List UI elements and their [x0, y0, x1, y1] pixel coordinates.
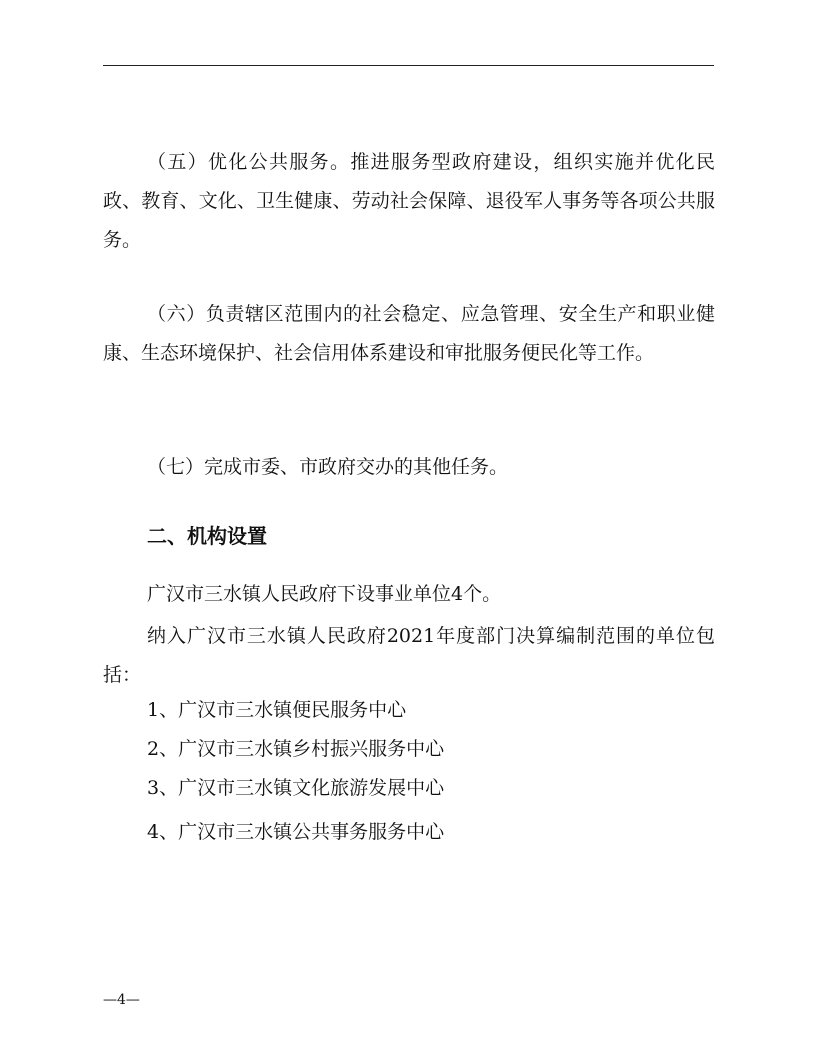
paragraph-other-tasks: （七）完成市委、市政府交办的其他任务。	[147, 456, 509, 478]
list-item: 4、广汉市三水镇公共事务服务中心	[147, 821, 445, 843]
paragraph-social-stability: （六）负责辖区范围内的社会稳定、应急管理、安全生产和职业健康、生态环境保护、社会信用体系建设和审批服务便民化等工作。	[103, 303, 715, 364]
scope-text: 纳入广汉市三水镇人民政府2021年度部门决算编制范围的单位包括：	[103, 625, 715, 686]
section-heading: 二、机构设置	[147, 524, 267, 548]
list-item: 3、广汉市三水镇文化旅游发展中心	[147, 777, 445, 799]
paragraph-public-services: （五）优化公共服务。推进服务型政府建设，组织实施并优化民政、教育、文化、卫生健康、劳动社会保障、退役军人事务等各项公共服务。	[103, 151, 715, 251]
list-item: 1、广汉市三水镇便民服务中心	[147, 699, 407, 721]
list-item: 2、广汉市三水镇乡村振兴服务中心	[147, 738, 445, 760]
units-intro: 广汉市三水镇人民政府下设事业单位4个。	[147, 583, 502, 605]
header-rule	[103, 65, 714, 66]
page-number: —4—	[103, 992, 140, 1008]
